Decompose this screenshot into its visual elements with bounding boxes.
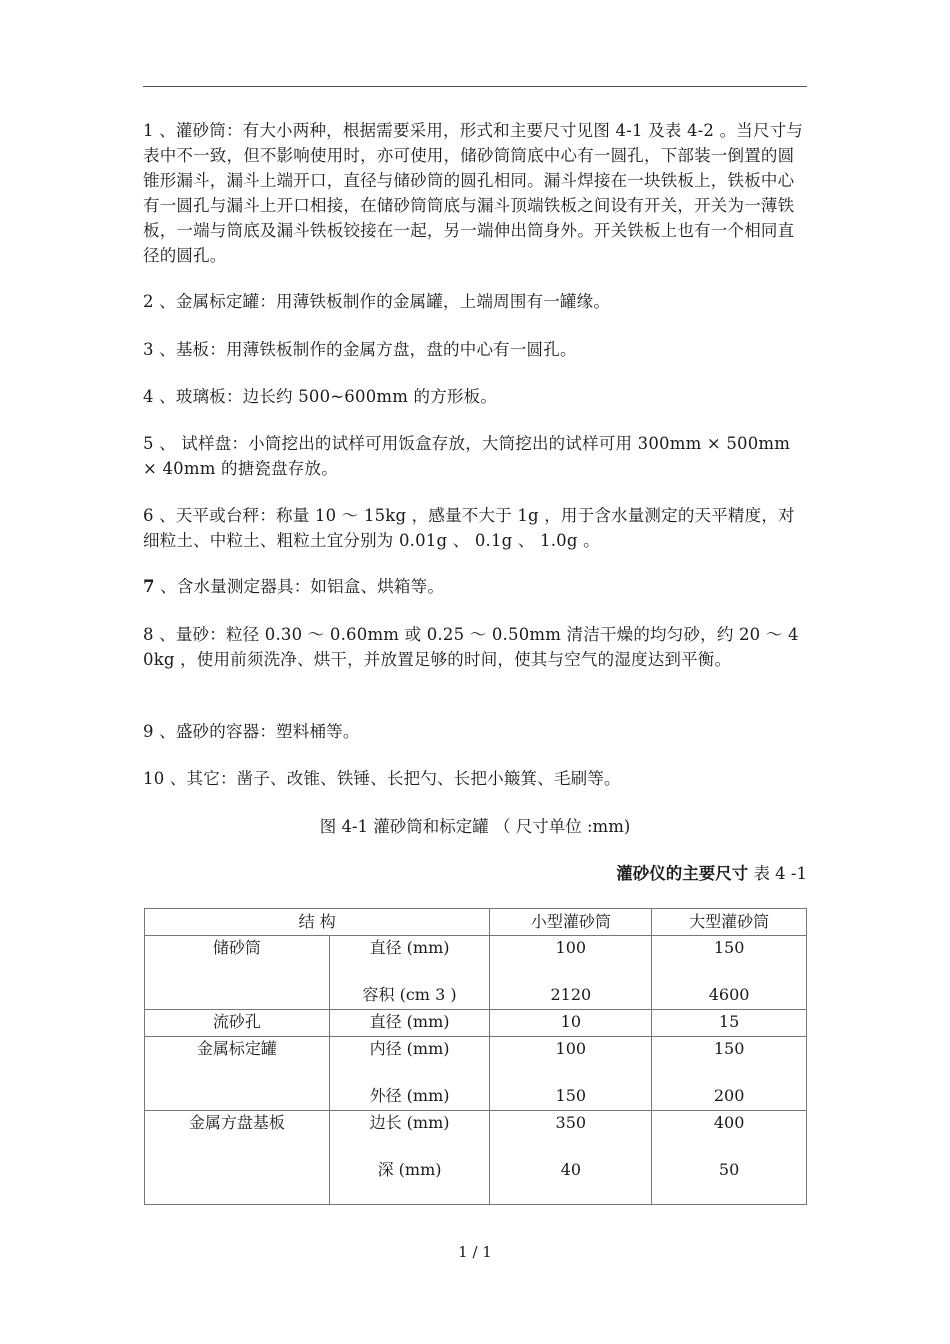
param-label: 深 (mm) <box>377 1160 442 1179</box>
paragraph-5: 5 、 试样盘：小筒挖出的试样可用饭盒存放，大筒挖出的试样可用 300mm × 500mm × 40mm 的搪瓷盘存放。 <box>143 434 791 478</box>
large-value: 150 <box>713 1039 745 1058</box>
row-large-values <box>652 1037 807 1111</box>
param-label: 容积 (cm 3 ) <box>362 985 457 1004</box>
table-title-label: 表 4 -1 <box>753 864 807 883</box>
figure-caption: 图 4-1 灌砂筒和标定罐 （ 尺寸单位 :mm) <box>319 817 631 836</box>
param-label: 外径 (mm) <box>369 1086 450 1105</box>
large-value: 50 <box>718 1160 740 1179</box>
large-value: 400 <box>713 1113 745 1132</box>
param-label: 边长 (mm) <box>369 1113 450 1132</box>
param-label: 内径 (mm) <box>369 1039 450 1058</box>
paragraph-4: 4 、玻璃板：边长约 500~600mm 的方形板。 <box>143 387 498 406</box>
table-row <box>145 936 807 1010</box>
paragraph-6: 6 、天平或台秤：称量 10 ～ 15kg ，感量不大于 1g ，用于含水量测定的天平精度，对细粒土、中粒土、粗粒土宜分别为 0.01g 、 0.1g 、 1.0g 。 <box>143 506 795 550</box>
large-value: 4600 <box>708 985 750 1004</box>
table-title <box>616 861 807 886</box>
row-params <box>329 1111 490 1205</box>
paragraph-7-text: 、含水量测定器具：如铝盒、烘箱等。 <box>154 577 445 596</box>
small-value: 150 <box>555 1086 587 1105</box>
large-value: 200 <box>713 1086 745 1105</box>
table-header-row <box>145 909 807 936</box>
param-label: 直径 (mm) <box>369 938 450 957</box>
paragraph-9: 9 、盛砂的容器：塑料桶等。 <box>143 722 360 741</box>
large-value: 15 <box>652 1010 807 1037</box>
header-structure: 结 构 <box>145 909 490 936</box>
row-params <box>329 936 490 1010</box>
paragraph-3: 3 、基板：用薄铁板制作的金属方盘，盘的中心有一圆孔。 <box>143 340 577 359</box>
small-value: 350 <box>555 1113 587 1132</box>
paragraph-7-number: 7 <box>143 577 155 596</box>
param-label: 直径 (mm) <box>329 1010 490 1037</box>
paragraph-1: 1 、灌砂筒：有大小两种，根据需要采用，形式和主要尺寸见图 4-1 及表 4-2 。当尺寸与表中不一致，但不影响使用时，亦可使用，储砂筒筒底中心有一圆孔，下部装一倒置的圆锥形漏斗，漏斗上端开口，直径与储砂筒的圆孔相同。漏斗焊接在一块铁板上，铁板中心有一圆孔与漏斗上开口相接，在储砂筒筒底与漏斗顶端铁板之间设有开关，开关为一薄铁板，一端与筒底及漏斗铁板铰接在一起，另一端伸出筒身外。开关铁板上也有一个相同直径的圆孔。 <box>143 121 804 265</box>
row-name: 流砂孔 <box>145 1010 330 1037</box>
table-title-bold: 灌砂仪的主要尺寸 <box>616 864 749 883</box>
page-number: 1 / 1 <box>458 1243 492 1261</box>
row-small-values <box>490 1111 652 1205</box>
row-name: 金属标定罐 <box>145 1037 330 1111</box>
table-row <box>145 1010 807 1037</box>
large-value: 150 <box>713 938 745 957</box>
small-value: 2120 <box>550 985 592 1004</box>
table-row <box>145 1111 807 1205</box>
small-value: 100 <box>555 1039 587 1058</box>
row-small-values <box>490 936 652 1010</box>
small-value: 10 <box>490 1010 652 1037</box>
row-name: 储砂筒 <box>145 936 330 1010</box>
row-name: 金属方盘基板 <box>145 1111 330 1205</box>
header-rule <box>143 86 807 87</box>
table-row <box>145 1037 807 1111</box>
row-large-values <box>652 1111 807 1205</box>
paragraph-7 <box>143 574 807 599</box>
header-large: 大型灌砂筒 <box>652 909 807 936</box>
small-value: 40 <box>560 1160 581 1179</box>
row-small-values <box>490 1037 652 1111</box>
row-large-values <box>652 936 807 1010</box>
paragraph-10: 10 、其它：凿子、改锥、铁锤、长把勺、长把小簸箕、毛刷等。 <box>143 769 621 788</box>
header-small: 小型灌砂筒 <box>490 909 652 936</box>
small-value: 100 <box>555 938 587 957</box>
dimensions-table <box>144 908 807 1205</box>
paragraph-8: 8 、量砂：粒径 0.30 ～ 0.60mm 或 0.25 ～ 0.50mm 清洁干燥的均匀砂，约 20 ～ 40kg ，使用前须洗净、烘干，并放置足够的时间，使其与空气的湿度达到平衡。 <box>143 625 799 669</box>
row-params <box>329 1037 490 1111</box>
paragraph-2: 2 、金属标定罐：用薄铁板制作的金属罐，上端周围有一罐缘。 <box>143 292 611 311</box>
